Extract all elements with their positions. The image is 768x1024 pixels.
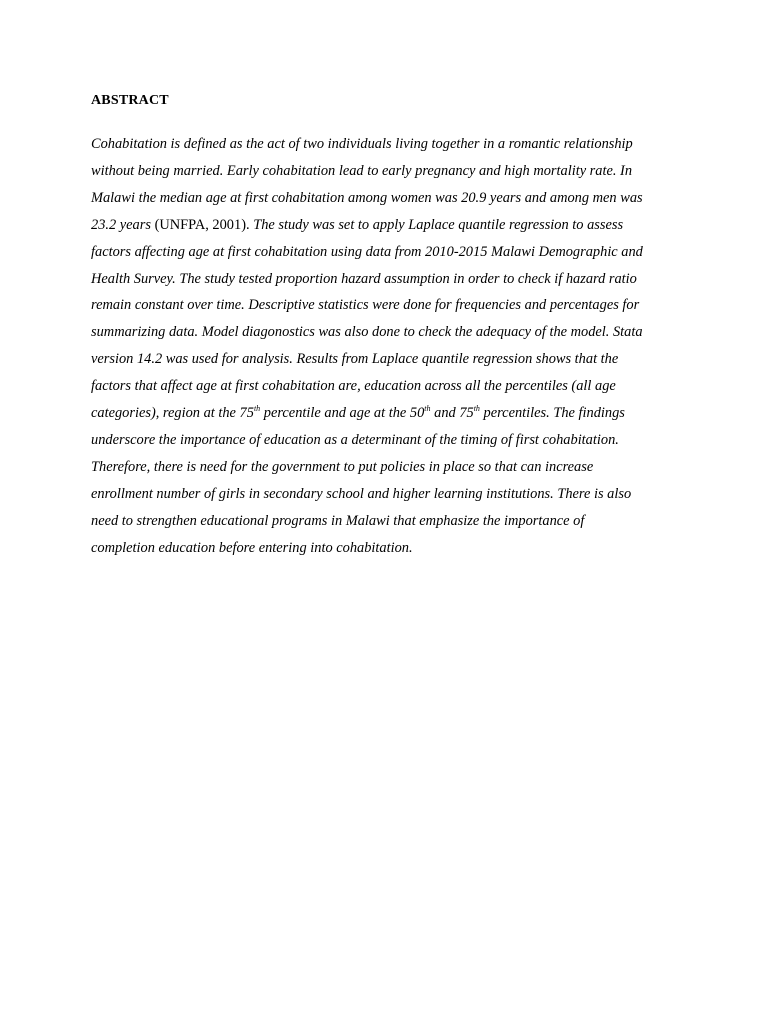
abstract-line: without being married. Early cohabitation lead to early pregnancy and high mortality rate. In	[91, 162, 633, 179]
abstract-line: Malawi the median age at first cohabitation among women was 20.9 years and among men was	[91, 189, 643, 206]
abstract-text: and 75	[430, 405, 474, 422]
abstract-line-with-superscripts	[91, 400, 681, 427]
abstract-text: The study was set to apply Laplace quantile regression to assess	[253, 216, 624, 233]
abstract-text: 23.2 years	[91, 216, 155, 233]
abstract-text: percentiles. The findings	[479, 405, 625, 422]
abstract-paragraph	[91, 131, 681, 562]
citation: (UNFPA, 2001).	[154, 216, 254, 233]
ordinal-superscript: th	[473, 404, 480, 414]
abstract-line: need to strengthen educational programs in Malawi that emphasize the importance of	[91, 512, 585, 529]
ordinal-superscript: th	[253, 404, 261, 414]
abstract-line: summarizing data. Model diagonostics was also done to check the adequacy of the model. Stata	[91, 324, 643, 341]
abstract-line: Therefore, there is need for the government to put policies in place so that can increase	[91, 458, 594, 475]
ordinal-superscript: th	[424, 404, 431, 414]
abstract-heading: ABSTRACT	[91, 93, 169, 108]
abstract-text: percentile and age at the 50	[260, 405, 425, 422]
abstract-line-with-citation	[91, 212, 681, 239]
abstract-line: Cohabitation is defined as the act of two individuals living together in a romantic relationship	[91, 136, 633, 152]
abstract-line: factors affecting age at first cohabitation using data from 2010-2015 Malawi Demographic and	[91, 243, 643, 260]
abstract-line: remain constant over time. Descriptive statistics were done for frequencies and percentages for	[91, 297, 640, 314]
abstract-line: Health Survey. The study tested proportion hazard assumption in order to check if hazard ratio	[91, 270, 637, 287]
abstract-line: factors that affect age at first cohabitation are, education across all the percentiles (all age	[91, 378, 616, 395]
abstract-line: completion education before entering into cohabitation.	[91, 539, 413, 556]
abstract-text: categories), region at the 75	[91, 405, 254, 422]
abstract-line: enrollment number of girls in secondary school and higher learning institutions. There is also	[91, 485, 632, 502]
abstract-line: underscore the importance of education as a determinant of the timing of first cohabitation.	[91, 431, 619, 448]
abstract-line: version 14.2 was used for analysis. Results from Laplace quantile regression shows that the	[91, 351, 619, 368]
